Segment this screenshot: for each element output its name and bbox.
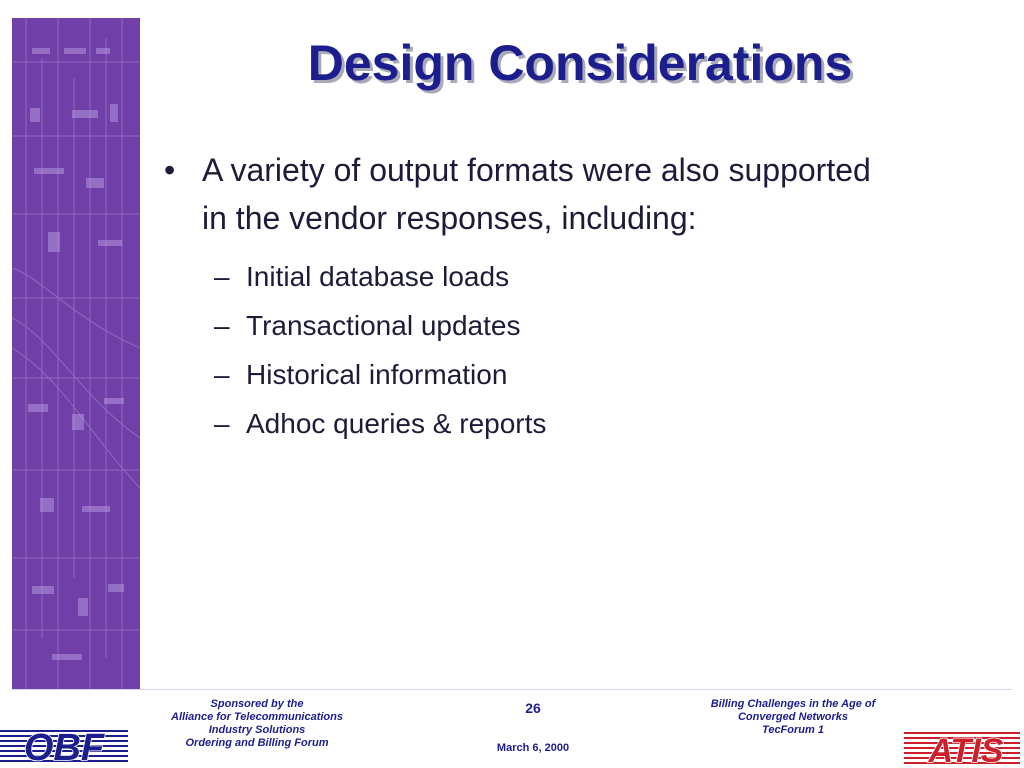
sponsor-line: Alliance for Telecommunications (171, 711, 343, 723)
sub-bullet-text: Adhoc queries & reports (246, 408, 547, 439)
sponsor-line: Ordering and Billing Forum (185, 737, 329, 749)
sub-bullet-text: Transactional updates (246, 310, 521, 341)
sub-bullet-item (214, 301, 884, 350)
page-number: 26 (525, 700, 541, 716)
event-line: Billing Challenges in the Age of (710, 698, 876, 710)
bullet-item (164, 146, 884, 242)
sub-bullet-marker: – (214, 261, 230, 292)
sub-bullet-marker: – (214, 359, 230, 390)
sub-bullet-item (214, 350, 884, 399)
event-text (688, 698, 898, 737)
sponsor-line: Industry Solutions (208, 724, 306, 736)
side-decorative-panel (12, 18, 140, 690)
atis-logo (904, 730, 1020, 766)
slide-content (164, 146, 884, 448)
obf-logo (0, 726, 128, 766)
sponsor-line: Sponsored by the (210, 698, 304, 710)
circuit-pattern-graphic (12, 18, 140, 690)
sub-bullet-marker: – (214, 408, 230, 439)
sub-bullet-marker: – (214, 310, 230, 341)
sponsor-text (150, 698, 364, 750)
presentation-date: March 6, 2000 (496, 742, 570, 754)
sub-bullet-list (164, 252, 884, 448)
event-line: Converged Networks (737, 711, 849, 723)
sub-bullet-item (214, 399, 884, 448)
bullet-marker: • (164, 152, 176, 188)
atis-logo-text: ATIS (928, 732, 1004, 766)
event-line: TecForum 1 (762, 724, 824, 736)
obf-logo-text: OBF (23, 727, 105, 766)
footer-divider (12, 689, 1012, 690)
sub-bullet-text: Initial database loads (246, 261, 510, 292)
sub-bullet-item (214, 252, 884, 301)
bullet-text: A variety of output formats were also supported in the vendor responses, including: (202, 152, 871, 236)
sub-bullet-text: Historical information (246, 359, 508, 390)
slide-title: Design Considerations (307, 35, 853, 91)
